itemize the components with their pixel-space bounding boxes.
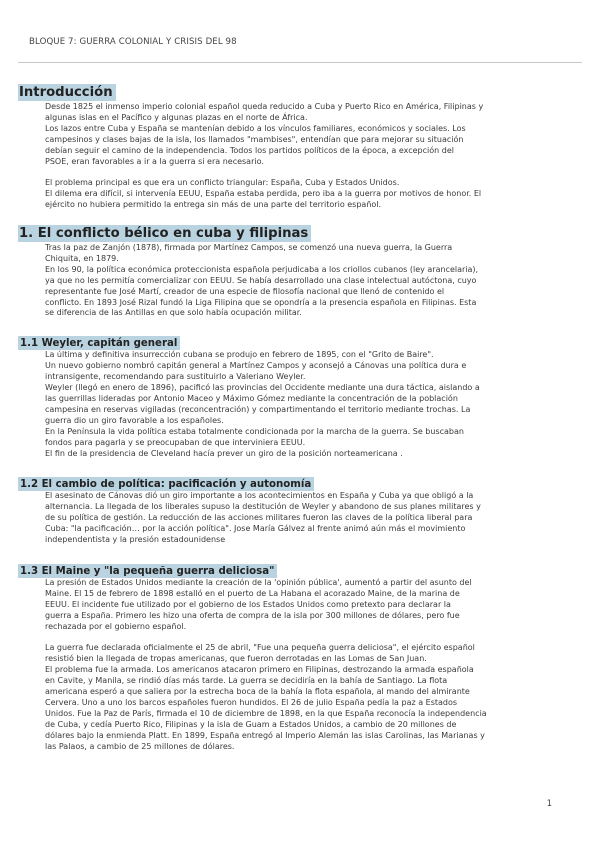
heading-section-1-1: 1.1 Weyler, capitán general	[18, 336, 180, 350]
text-line: ya que no les permitía comercializar con EEUU. Se había desarrollado una clase intelectual autóctona, cuyo	[45, 275, 477, 285]
text-line: Chiquita, en 1879.	[45, 253, 119, 263]
text-line: alternancia. La llegada de los liberales supuso la destitución de Weyler y abandono de sus planes militares y	[45, 502, 481, 512]
text-line: americana esperó a que saliera por la estrecha boca de la bahía la flota española, al mando del almirante	[45, 687, 470, 697]
intro-paragraph-1	[18, 102, 560, 211]
text-line: representante fue José Martí, creador de una especie de filosofía nacional que llenó de contenido el	[45, 286, 445, 296]
section-1-1-body	[18, 350, 560, 459]
text-line: El problema principal es que era un conflicto triangular: España, Cuba y Estados Unidos.	[45, 178, 400, 188]
text-line: de Cuba, y cedía Puerto Rico, Filipinas y la isla de Guam a Estados Unidos, a cambio de 20 millones de	[45, 719, 457, 729]
text-line: resistió bien la llegada de tropas americanas, que fueron derrotadas en las Lomas de San Juan.	[45, 654, 427, 664]
text-line: Tras la paz de Zanjón (1878), firmada por Martínez Campos, se comenzó una nueva guerra, la Guerra	[45, 243, 453, 253]
header-divider	[18, 62, 582, 63]
text-line: La guerra fue declarada oficialmente el 25 de abril, "Fue una pequeña guerra deliciosa", el ejército español	[45, 643, 475, 653]
heading-section-1: 1. El conflicto bélico en cuba y filipinas	[18, 225, 311, 242]
text-line: Weyler (llegó en enero de 1896), pacificó las provincias del Occidente mediante una dura táctica, aislando a	[45, 383, 480, 393]
text-line: en Cavite, y Manila, se rindió días más tarde. La guerra se decidiría en la bahía de Santiago. La flota	[45, 676, 448, 686]
text-line: guerra dio un giro favorable a los españoles.	[45, 415, 224, 425]
text-line: debían seguir el camino de la independencia. Todos los partidos políticos de la época, a excepción del	[45, 145, 454, 155]
text-line: Maine. El 15 de febrero de 1898 estalló en el puerto de La Habana el acorazado Maine, de la marina de	[45, 588, 460, 598]
text-line: de su política de gestión. La reducción de las acciones militares fueron las claves de la política liberal para	[45, 513, 473, 523]
page-header-title: BLOQUE 7: GUERRA COLONIAL Y CRISIS DEL 98	[29, 37, 237, 47]
text-line: rechazada por el gobierno español.	[45, 621, 187, 631]
text-line: dólares bajo la enmienda Platt. En 1899, España entregó al Imperio Alemán las islas Carolinas, las Marianas y	[45, 730, 485, 740]
section-1-3-body	[18, 578, 560, 752]
section-1	[18, 222, 560, 242]
text-line: En los 90, la política económica proteccionista española perjudicaba a los criollos cubanos (ley arancelaria),	[45, 264, 479, 274]
text-line: las guerrillas lideradas por Antonio Maceo y Máximo Gómez mediante la concentración de la población	[45, 394, 458, 404]
section-1-body	[18, 243, 560, 319]
text-line: El fin de la presidencia de Cleveland hacía prever un giro de la posición norteamericana .	[45, 448, 403, 458]
text-line: El dilema era difícil, si intervenía EEUU, España estaba perdida, pero iba a la guerra por motivos de honor. El	[45, 189, 482, 199]
text-line: En la Península la vida política estaba totalmente condicionada por la marcha de la guerra. Se buscaban	[45, 426, 464, 436]
section-1-2	[18, 472, 560, 491]
text-line: las Palaos, a cambio de 25 millones de dólares.	[45, 741, 235, 751]
text-line: Cervera. Uno a uno los barcos españoles fueron hundidos. El 26 de julio España pedía la paz a Estados	[45, 697, 458, 707]
heading-section-1-3: 1.3 El Maine y "la pequeña guerra deliciosa"	[18, 564, 277, 578]
text-line: PSOE, eran favorables a ir a la guerra si era necesario.	[45, 156, 264, 166]
section-1-1	[18, 331, 560, 350]
section-1-2-body	[18, 491, 560, 546]
section-1-3	[18, 559, 560, 578]
text-line: La última y definitiva insurrección cubana se produjo en febrero de 1895, con el "Grito de Baire".	[45, 350, 434, 360]
text-line: intransigente, recomendando para sustituirlo a Valeriano Weyler.	[45, 372, 306, 382]
page-number: 1	[546, 799, 552, 809]
text-line: Desde 1825 el inmenso imperio colonial español queda reducido a Cuba y Puerto Rico en América, Filipinas y	[45, 102, 484, 111]
document-body	[18, 81, 560, 752]
text-line: se diferencia de las Antillas en que solo había ocupación militar.	[45, 308, 302, 318]
section-intro	[18, 81, 560, 101]
text-line: Los lazos entre Cuba y España se mantenían debido a los vínculos familiares, económicos y sociales. Los	[45, 123, 466, 133]
text-line: El asesinato de Cánovas dió un giro importante a los acontecimientos en España y Cuba ya que obligó a la	[45, 491, 474, 501]
text-line: El problema fue la armada. Los americanos atacaron primero en Filipinas, destrozando la armada española	[45, 665, 474, 675]
text-line: campesina en reservas vigiladas (reconcentración) y compartimentando el territorio mediante trochas. La	[45, 404, 471, 414]
text-line: algunas islas en el Pacífico y algunas plazas en el norte de África.	[45, 112, 308, 122]
text-line: conflicto. En 1893 José Rizal fundó la Liga Filipina que se opondría a la presencia española en Filipinas. Esta	[45, 297, 477, 307]
text-line: La presión de Estados Unidos mediante la creación de la 'opinión pública', aumentó a partir del asunto del	[45, 577, 472, 587]
text-line: campesinos y clases bajas de la isla, los llamados "mambises", entendían que para mejorar su situación	[45, 134, 464, 144]
heading-introduccion: Introducción	[18, 84, 116, 101]
text-line: Unidos. Fue la Paz de París, firmada el 10 de diciembre de 1898, en la que España reconocía la independencia	[45, 708, 487, 718]
text-line: guerra a España. Primero les hizo una oferta de compra de la isla por 300 millones de dólares, pero fue	[45, 610, 460, 620]
text-line: ejército no hubiera permitido la entrega sin más de una parte del territorio español.	[45, 200, 382, 210]
heading-section-1-2: 1.2 El cambio de política: pacificación y autonomía	[18, 477, 314, 491]
text-line: independentista y la presión estadounidense	[45, 535, 226, 545]
text-line: EEUU. El incidente fue utilizado por el gobierno de los Estados Unidos como pretexto para declarar la	[45, 599, 451, 609]
text-line: Un nuevo gobierno nombró capitán general a Martínez Campos y aconsejó a Cánovas una política dura e	[45, 361, 467, 371]
text-line: fondos para pagarla y se preocupaban de que interviniera EEUU.	[45, 437, 306, 447]
text-line: Cuba: "la pacificación… por la acción política". Jose María Gálvez al frente animó aún más el movimiento	[45, 524, 466, 534]
